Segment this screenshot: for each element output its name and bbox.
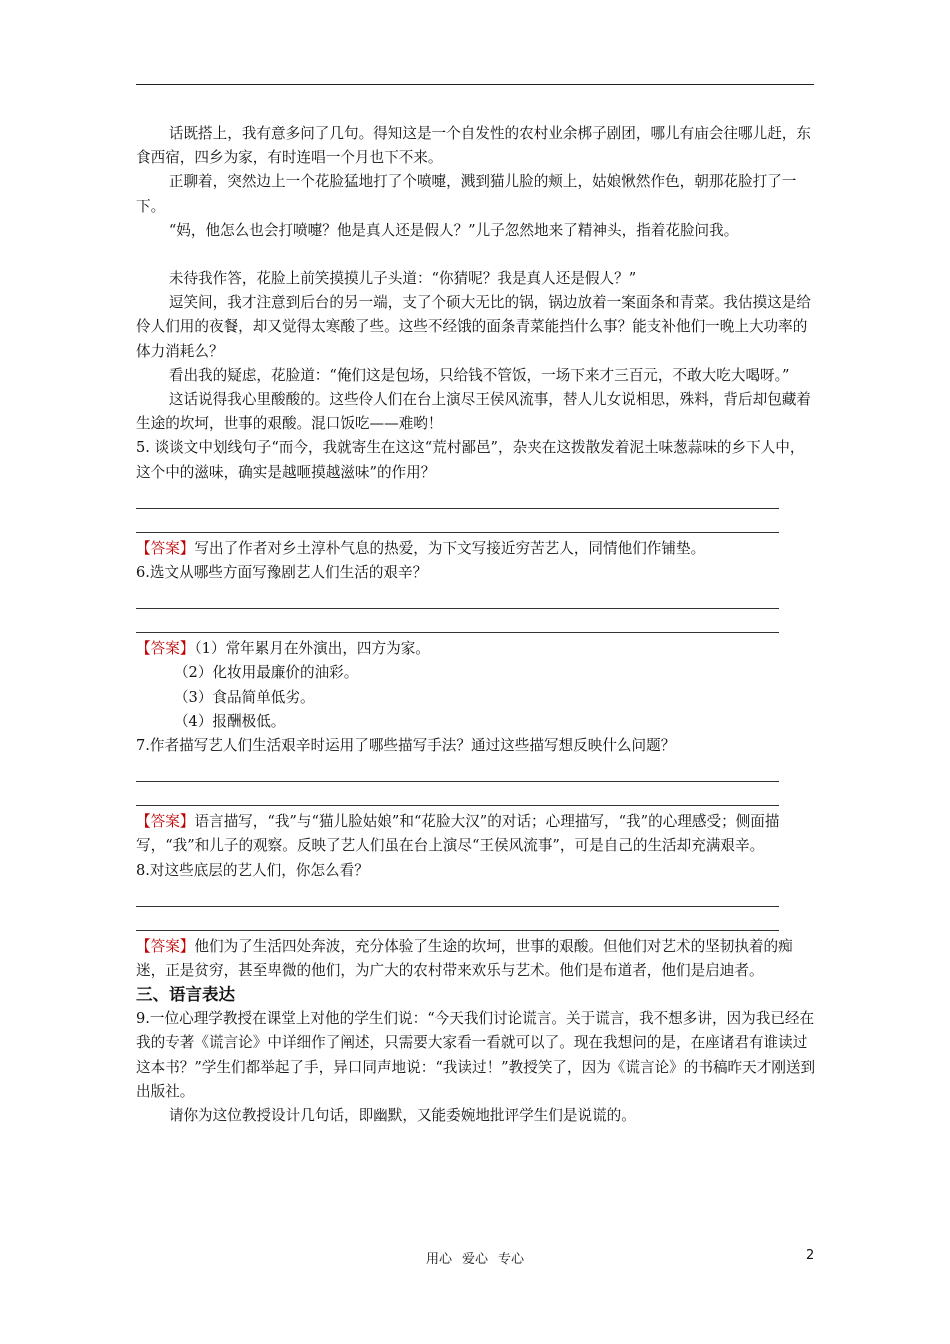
answer-5: 【答案】写出了作者对乡土淳朴气息的热爱，为下文写接近穷苦艺人，同情他们作铺垫。 [136,539,706,557]
passage-paragraph-1: 话既搭上，我有意多问了几句。得知这是一个自发性的农村业余梆子剧团，哪儿有庙会往哪儿赶，东食西宿，四乡为家，有时连唱一个月也下不来。 [136,125,811,167]
answer-6: 【答案】（1）常年累月在外演出，四方为家。 [136,640,430,658]
answer-tag: 【答案】 [136,937,195,955]
question-5: 5. 谈谈文中划线句子“而今，我就寄生在这这“荒村鄙邑”，杂夹在这拨散发着泥土味葱蒜味的乡下人中，这个中的滋味，确实是越咂摸越滋味”的作用？ [136,439,805,481]
passage-paragraph-7: 这话说得我心里酸酸的。这些伶人们在台上演尽王侯风流事，替人儿女说相思，殊料，背后却包藏着生途的坎坷，世事的艰酸。混口饭吃——难哟！ [136,391,811,433]
answer-8: 【答案】他们为了生活四处奔波，充分体验了生途的坎坷，世事的艰酸。但他们对艺术的坚韧执着的痴迷，正是贫穷，甚至卑微的他们，为广大的农村带来欢乐与艺术。他们是布道者，他们是启迪者。 [136,937,793,980]
page-number: 2 [806,1248,815,1263]
footer-word: 专心 [498,1252,525,1267]
passage-paragraph-5: 逗笑间，我才注意到后台的另一端，支了个硕大无比的锅，锅边放着一案面条和青菜。我估摸这是给伶人们用的夜餐，却又觉得太寒酸了些。这些不经饿的面条青菜能挡什么事？能支补他们一晚上大功率的体力消耗么？ [136,294,811,360]
answer-tag: 【答案】 [136,640,195,658]
answer-line [136,585,779,609]
answer-tag: 【答案】 [136,813,195,831]
answer-6-item: （3）食品简单低劣。 [173,688,315,706]
answer-line [136,485,779,509]
footer-word: 爱心 [461,1252,488,1267]
passage-paragraph-2: 正聊着，突然边上一个花脸猛地打了个喷嚏，溅到猫儿脸的颊上，姑娘愀然作色，朝那花脸打了一下。 [136,173,797,215]
answer-line [136,758,779,782]
answer-6-item: （4）报酬极低。 [173,712,286,730]
answer-line [136,782,779,806]
answer-6-item: （2）化妆用最廉价的油彩。 [173,664,359,682]
question-9-task: 请你为这位教授设计几句话，即幽默，又能委婉地批评学生们是说谎的。 [168,1107,636,1125]
answer-7: 【答案】语言描写，“我”与“猫儿脸姑娘”和“花脸大汉”的对话；心理描写，“我”的心理感受；侧面描写，“我”和儿子的观察。反映了艺人们虽在台上演尽“王侯风流事”，可是自己的生活却充满艰辛。 [136,813,780,855]
answer-line [136,907,779,931]
page-content [136,122,816,1128]
question-6: 6.选文从哪些方面写豫剧艺人们生活的艰辛？ [136,564,428,582]
answer-line [136,509,779,533]
header-rule [136,84,814,85]
passage-paragraph-3: “妈，他怎么也会打喷嚏？他是真人还是假人？”儿子忽然地来了精神头，指着花脸问我。 [168,221,739,239]
passage-paragraph-4: 未待我作答，花脸上前笑摸摸儿子头道：“你猜呢？我是真人还是假人？” [168,270,637,288]
section-title: 三、语言表达 [136,985,235,1005]
answer-line [136,609,779,633]
question-9: 9.一位心理学教授在课堂上对他的学生们说：“今天我们讨论谎言。关于谎言，我不想多讲，因为我已经在我的专著《谎言论》中详细作了阐述，只需要大家看一看就可以了。现在我想问的是，在座诸君有谁读过这本书？”学生们都举起了手，异口同声地说：“我读过！”教授笑了，因为《谎言论》的书稿昨天才刚送到出版社。 [136,1010,816,1100]
answer-tag: 【答案】 [136,539,195,557]
answer-line [136,883,779,907]
footer-word: 用心 [425,1252,452,1267]
passage-paragraph-6: 看出我的疑虑，花脸道：“俺们这是包场，只给钱不管饭，一场下来才三百元，不敢大吃大喝呀。” [168,366,790,384]
question-7: 7.作者描写艺人们生活艰辛时运用了哪些描写手法？通过这些描写想反映什么问题？ [136,737,676,755]
question-8: 8.对这些底层的艺人们，你怎么看？ [136,861,369,879]
